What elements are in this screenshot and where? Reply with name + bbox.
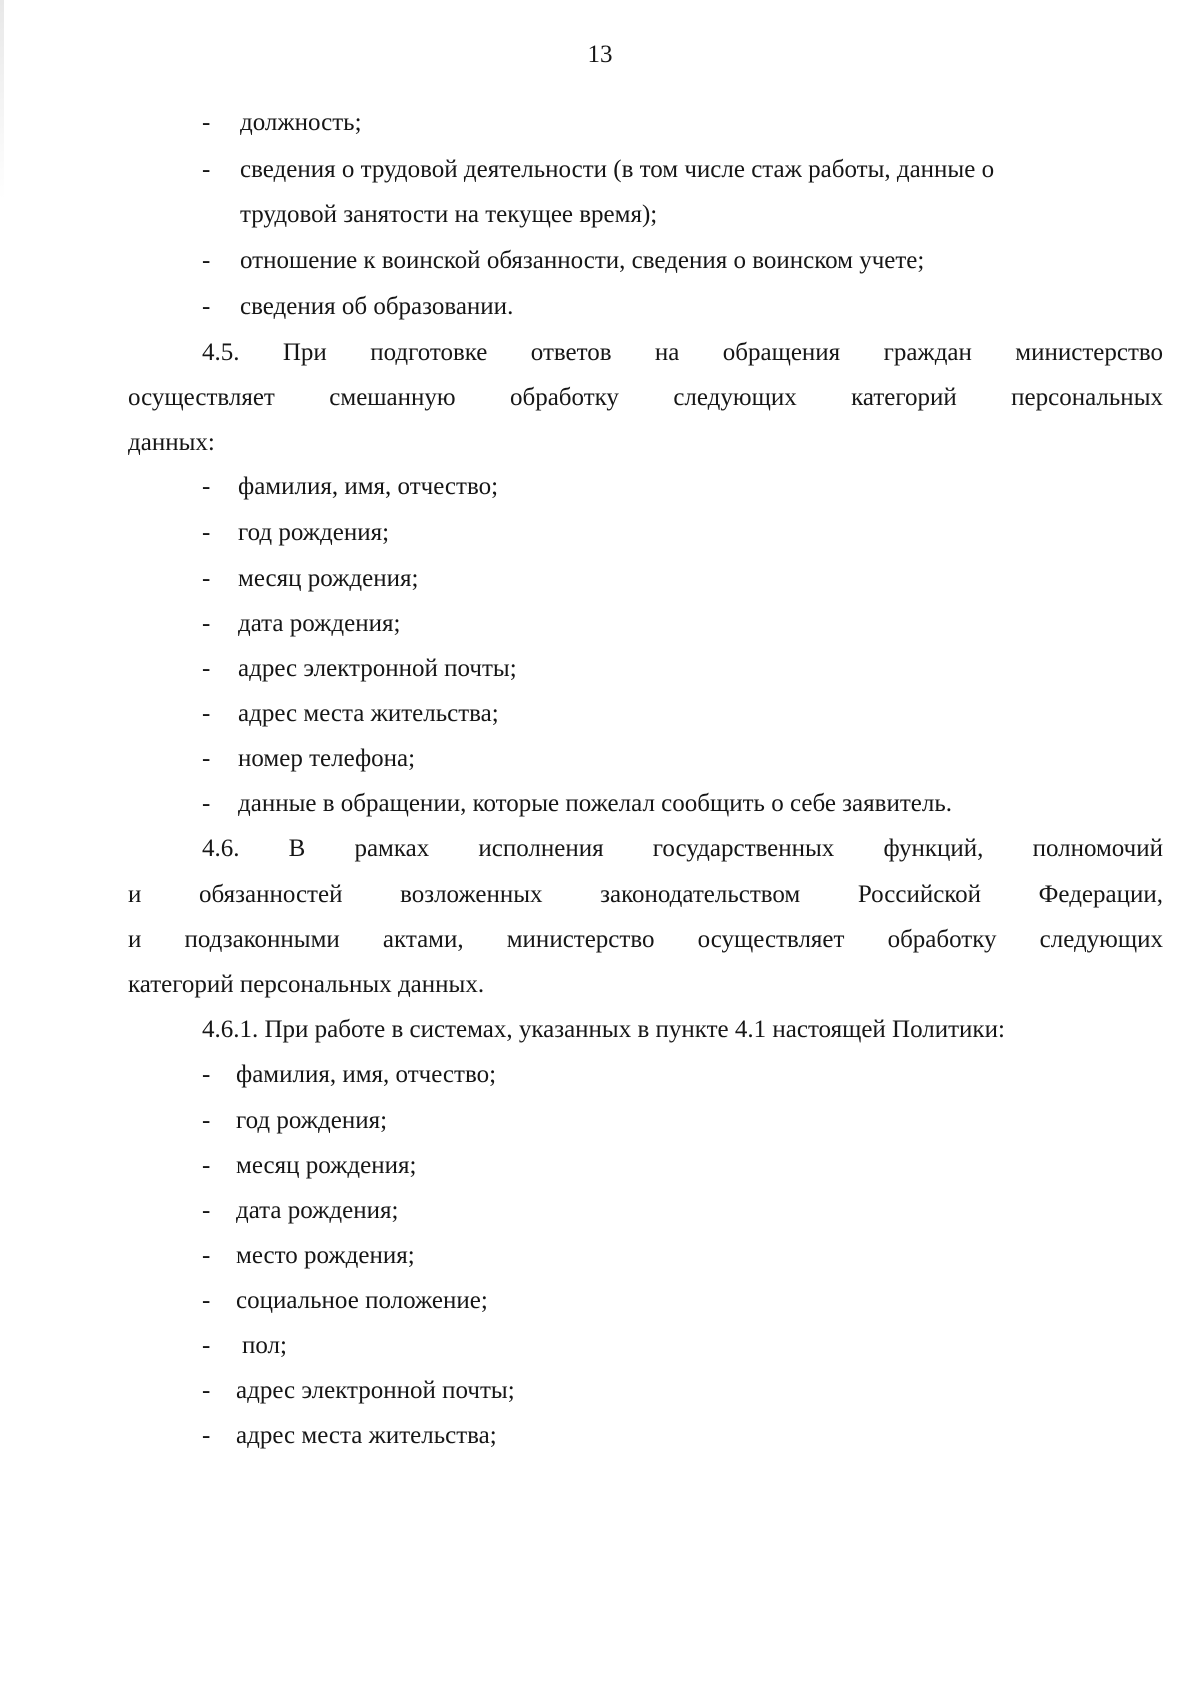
- bullet-dash: -: [202, 610, 211, 637]
- bullet-dash: -: [202, 1287, 211, 1314]
- list-item-continuation: трудовой занятости на текущее время);: [240, 201, 658, 228]
- list-item: пол;: [242, 1332, 287, 1359]
- bullet-dash: -: [202, 1332, 211, 1359]
- list-item: дата рождения;: [236, 1197, 399, 1224]
- list-item: год рождения;: [238, 519, 390, 546]
- bullet-dash: -: [202, 1152, 211, 1179]
- bullet-dash: -: [202, 700, 211, 727]
- paragraph-line: и подзаконными актами, министерство осуществляет обработку следующих: [128, 926, 1163, 953]
- list-item: месяц рождения;: [236, 1152, 417, 1179]
- bullet-dash: -: [202, 1197, 211, 1224]
- bullet-dash: -: [202, 293, 211, 320]
- bullet-dash: -: [202, 156, 211, 183]
- list-item: должность;: [240, 109, 362, 136]
- bullet-dash: -: [202, 1422, 211, 1449]
- list-item: адрес места жительства;: [238, 700, 499, 727]
- bullet-dash: -: [202, 1107, 211, 1134]
- list-item: месяц рождения;: [238, 565, 419, 592]
- paragraph-line: и обязанностей возложенных законодательством Российской Федерации,: [128, 881, 1163, 908]
- list-item: адрес электронной почты;: [236, 1377, 515, 1404]
- list-item: отношение к воинской обязанности, сведения о воинском учете;: [240, 247, 925, 274]
- list-item: данные в обращении, которые пожелал сообщить о себе заявитель.: [238, 790, 952, 817]
- bullet-dash: -: [202, 745, 211, 772]
- bullet-dash: -: [202, 655, 211, 682]
- bullet-dash: -: [202, 519, 211, 546]
- list-item: фамилия, имя, отчество;: [236, 1061, 497, 1088]
- bullet-dash: -: [202, 109, 211, 136]
- list-item: номер телефона;: [238, 745, 416, 772]
- list-item: социальное положение;: [236, 1287, 488, 1314]
- bullet-dash: -: [202, 1061, 211, 1088]
- list-item: адрес места жительства;: [236, 1422, 497, 1449]
- list-item: сведения о трудовой деятельности (в том числе стаж работы, данные о: [240, 156, 995, 183]
- bullet-dash: -: [202, 247, 211, 274]
- paragraph-line: 4.5. При подготовке ответов на обращения граждан министерство: [202, 339, 1163, 366]
- bullet-dash: -: [202, 790, 211, 817]
- paragraph-line: категорий персональных данных.: [128, 971, 485, 998]
- list-item: год рождения;: [236, 1107, 388, 1134]
- list-item: место рождения;: [236, 1242, 415, 1269]
- bullet-dash: -: [202, 473, 211, 500]
- paragraph-line: 4.6.1. При работе в системах, указанных в пункте 4.1 настоящей Политики:: [202, 1016, 1005, 1043]
- paragraph-line: 4.6. В рамках исполнения государственных функций, полномочий: [202, 835, 1163, 862]
- list-item: сведения об образовании.: [240, 293, 514, 320]
- list-item: фамилия, имя, отчество;: [238, 473, 499, 500]
- bullet-dash: -: [202, 1377, 211, 1404]
- bullet-dash: -: [202, 1242, 211, 1269]
- page-number: 13: [587, 41, 613, 68]
- paragraph-line: осуществляет смешанную обработку следующих категорий персональных: [128, 384, 1163, 411]
- scan-edge: [0, 0, 4, 200]
- list-item: адрес электронной почты;: [238, 655, 517, 682]
- bullet-dash: -: [202, 565, 211, 592]
- paragraph-line: данных:: [128, 429, 215, 456]
- list-item: дата рождения;: [238, 610, 401, 637]
